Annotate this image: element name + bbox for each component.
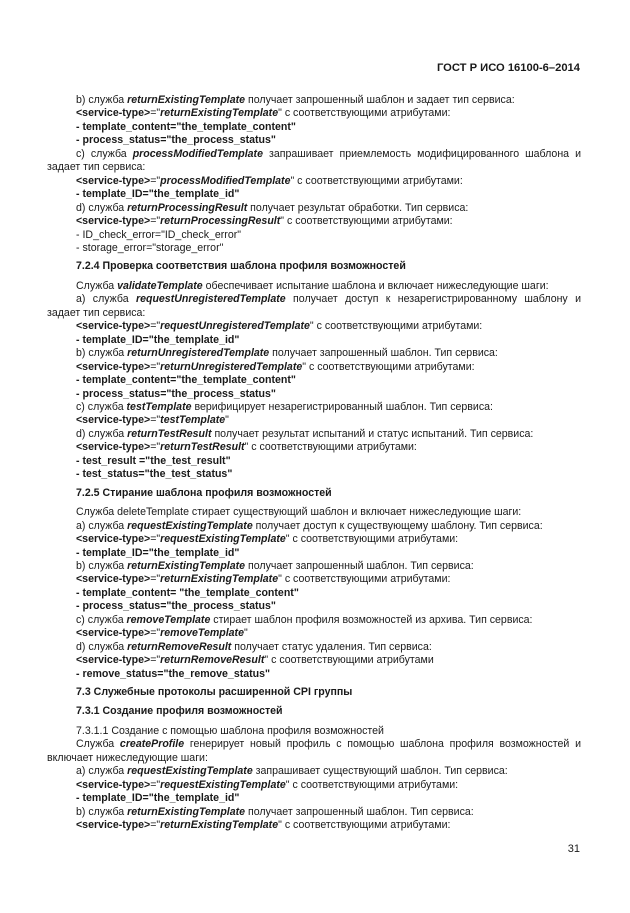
text-span: <service-type> [76, 414, 151, 427]
text-span: запрашивает приемлемость модифицированного шаблона и задает тип сервиса: [47, 147, 581, 174]
text-span: =" [150, 107, 161, 120]
text-span: requestUnregisteredTemplate [160, 320, 310, 333]
text-span: " с соответствующими атрибутами: [244, 441, 417, 454]
text-span: =" [150, 215, 161, 228]
text-span: получает доступ к незарегистрированному шаблону и задает тип сервиса: [47, 293, 582, 319]
text-line [47, 229, 581, 242]
text-span: 7.3 Служебные протоколы расширенной CPI группы [76, 686, 353, 699]
text-span: " с соответствующими атрибутами: [278, 819, 451, 832]
text-span: returnExistingTemplate [160, 107, 279, 120]
text-span: processModifiedTemplate [160, 174, 291, 187]
text-span: - template_ID="the_template_id" [76, 792, 240, 805]
text-line [47, 725, 581, 738]
text-span: =" [150, 533, 161, 546]
text-span: - ID_check_error="ID_check_error" [76, 228, 242, 241]
text-span: " с соответствующими атрибутами: [285, 533, 459, 546]
text-span: - template_ID="the_template_id" [76, 333, 240, 346]
text-line [47, 361, 581, 374]
text-span: returnTestResult [127, 427, 212, 440]
text-span: " с соответствующими атрибутами [264, 654, 434, 667]
text-line [47, 441, 581, 454]
document-body [47, 94, 581, 833]
text-span: c) служба [76, 613, 127, 626]
text-span: - remove_status="the_remove_status" [76, 667, 271, 680]
text-span: <service-type> [76, 441, 151, 454]
text-span: верифицирует незарегистрированный шаблон. Тип сервиса: [191, 400, 493, 413]
text-span: " с соответствующими атрибутами: [309, 320, 483, 333]
text-span: получает запрошенный шаблон. Тип сервиса: [269, 347, 498, 360]
text-line [47, 654, 581, 667]
text-span: - template_content= "the_template_content" [76, 586, 299, 599]
text-line [47, 641, 581, 654]
text-span: <service-type> [76, 215, 151, 228]
text-line [47, 414, 581, 427]
text-span: <service-type> [76, 778, 151, 791]
text-span: обеспечивает испытание шаблона и включает нижеследующие шаги: [202, 279, 549, 292]
text-span: получает доступ к существующему шаблону. Тип сервиса: [252, 519, 543, 532]
section-heading [47, 260, 581, 273]
text-span: - template_ID="the_template_id" [76, 546, 240, 559]
page-number: 31 [567, 843, 580, 855]
text-span: b) служба [76, 347, 128, 360]
text-span: testTemplate [160, 414, 226, 427]
text-span: b) служба [76, 805, 128, 818]
text-span: Служба [76, 738, 120, 751]
text-line [47, 533, 581, 546]
text-span: " с соответствующими атрибутами: [280, 215, 453, 228]
text-span: returnUnregisteredTemplate [127, 347, 270, 360]
text-span: <service-type> [76, 573, 151, 586]
text-span: =" [150, 174, 161, 187]
text-span: c) служба [76, 400, 127, 413]
text-span: " с соответствующими атрибутами: [278, 107, 451, 120]
text-span: 7.2.4 Проверка соответствия шаблона профиля возможностей [76, 260, 406, 273]
text-span: returnUnregisteredTemplate [160, 360, 303, 373]
text-line [47, 506, 581, 519]
text-span: - test_status="the_test_status" [76, 468, 233, 481]
text-line [47, 280, 581, 293]
text-span: d) служба [76, 201, 128, 214]
text-span: получает запрошенный шаблон и задает тип сервиса: [245, 94, 515, 106]
text-line [47, 765, 581, 778]
text-span: " [243, 627, 248, 640]
text-span: - process_status="the_process_status" [76, 387, 276, 400]
text-line [47, 94, 581, 107]
text-span: <service-type> [76, 819, 151, 832]
text-span: requestExistingTemplate [127, 519, 253, 532]
text-span: =" [150, 573, 161, 586]
text-line [47, 428, 581, 441]
text-span: returnExistingTemplate [127, 559, 246, 572]
text-span: createProfile [119, 738, 185, 751]
text-span: - process_status="the_process_status" [76, 134, 276, 147]
text-span: генерирует новый профиль с помощью шаблона профиля возможностей и включает нижеследующие шаги: [47, 738, 581, 764]
text-line [47, 573, 581, 586]
text-line [47, 242, 581, 255]
text-span: - process_status="the_process_status" [76, 600, 276, 613]
text-line [47, 374, 581, 387]
text-line [47, 668, 581, 681]
section-heading [47, 705, 581, 718]
text-span: запрашивает существующий шаблон. Тип сервиса: [252, 765, 508, 778]
text-span: " с соответствующими атрибутами: [285, 778, 459, 791]
text-span: d) служба [76, 640, 128, 653]
text-span: returnProcessingResult [160, 215, 281, 228]
text-span: <service-type> [76, 654, 151, 667]
text-line [47, 455, 581, 468]
text-span: " с соответствующими атрибутами: [290, 174, 463, 187]
text-span: =" [150, 320, 161, 333]
text-span: a) служба [76, 293, 136, 306]
text-span: requestExistingTemplate [160, 778, 286, 791]
text-span: <service-type> [76, 320, 151, 333]
text-span: получает запрошенный шаблон. Тип сервиса: [245, 805, 474, 818]
text-span: - test_result ="the_test_result" [76, 454, 231, 467]
text-span: requestExistingTemplate [127, 765, 253, 778]
text-span: 7.3.1.1 Создание с помощью шаблона профиля возможностей [76, 724, 384, 737]
text-span: получает запрошенный шаблон. Тип сервиса: [245, 559, 474, 572]
text-line [47, 560, 581, 573]
text-line [47, 614, 581, 627]
text-span: " с соответствующими атрибутами: [302, 360, 475, 373]
text-span: =" [150, 414, 161, 427]
text-line [47, 175, 581, 188]
text-span: <service-type> [76, 174, 151, 187]
text-line [47, 587, 581, 600]
text-span: =" [150, 654, 161, 667]
text-span: requestExistingTemplate [160, 533, 286, 546]
text-span: - template_ID="the_template_id" [76, 188, 240, 201]
text-span: Служба [76, 279, 118, 292]
text-span: - storage_error="storage_error" [76, 241, 224, 254]
text-span: Служба deleteTemplate стирает существующий шаблон и включает нижеследующие шаги: [76, 506, 522, 519]
text-line [47, 819, 581, 832]
text-line [47, 188, 581, 201]
text-span: a) служба [76, 765, 128, 778]
text-line [47, 401, 581, 414]
text-line [47, 107, 581, 120]
text-line [47, 202, 581, 215]
text-span: <service-type> [76, 627, 151, 640]
text-span: =" [150, 441, 161, 454]
text-span: <service-type> [76, 533, 151, 546]
text-span: получает результат обработки. Тип сервиса: [247, 201, 469, 214]
text-span: returnTestResult [160, 441, 245, 454]
text-line [47, 334, 581, 347]
text-span: c) служба [76, 147, 133, 160]
text-span: - template_content="the_template_content" [76, 120, 296, 133]
text-span: получает результат испытаний и статус испытаний. Тип сервиса: [211, 427, 534, 440]
text-line [47, 148, 581, 175]
text-span: returnExistingTemplate [127, 805, 246, 818]
text-span: returnRemoveResult [127, 640, 232, 653]
text-line [47, 293, 581, 320]
text-line [47, 627, 581, 640]
text-span: <service-type> [76, 360, 151, 373]
text-span: 7.2.5 Стирание шаблона профиля возможностей [76, 486, 332, 499]
text-span: validateTemplate [117, 279, 203, 292]
text-line [47, 792, 581, 805]
text-span: " с соответствующими атрибутами: [278, 573, 451, 586]
text-line [47, 779, 581, 792]
section-heading [47, 487, 581, 500]
text-line [47, 738, 581, 765]
text-span: получает статус удаления. Тип сервиса: [231, 640, 432, 653]
text-span: a) служба [76, 519, 128, 532]
text-line [47, 547, 581, 560]
text-span: =" [150, 778, 161, 791]
text-span: 7.3.1 Создание профиля возможностей [76, 705, 283, 718]
text-span: b) служба [76, 94, 128, 106]
text-span: returnProcessingResult [127, 201, 248, 214]
text-span: " [225, 414, 229, 427]
text-line [47, 520, 581, 533]
text-span: d) служба [76, 427, 128, 440]
text-span: =" [150, 360, 161, 373]
text-line [47, 121, 581, 134]
document-header: ГОСТ Р ИСО 16100-6–2014 [436, 62, 580, 74]
text-span: returnExistingTemplate [160, 573, 279, 586]
text-span: returnRemoveResult [160, 654, 265, 667]
text-span: processModifiedTemplate [132, 147, 263, 160]
text-line [47, 388, 581, 401]
text-span: removeTemplate [160, 627, 244, 640]
text-line [47, 347, 581, 360]
text-line [47, 806, 581, 819]
text-line [47, 320, 581, 333]
section-heading [47, 686, 581, 699]
text-line [47, 600, 581, 613]
text-span: =" [150, 819, 161, 832]
text-span: <service-type> [76, 107, 151, 120]
text-span: requestUnregisteredTemplate [135, 293, 286, 306]
text-line [47, 215, 581, 228]
text-span: returnExistingTemplate [160, 819, 279, 832]
text-span: =" [150, 627, 161, 640]
text-span: стирает шаблон профиля возможностей из архива. Тип сервиса: [210, 613, 533, 626]
text-line [47, 468, 581, 481]
text-line [47, 134, 581, 147]
text-span: testTemplate [126, 400, 192, 413]
text-span: b) служба [76, 559, 128, 572]
text-span: - template_content="the_template_content" [76, 374, 296, 387]
text-span: returnExistingTemplate [127, 94, 246, 106]
text-span: removeTemplate [126, 613, 211, 626]
